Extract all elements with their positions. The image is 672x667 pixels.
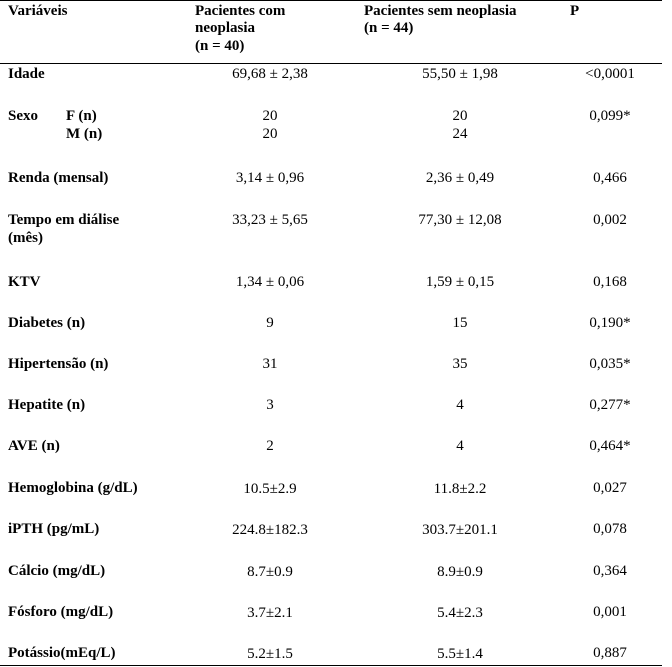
row-p-value: 0,277*: [589, 397, 631, 413]
row-value-with: 3.7±2.1: [247, 605, 293, 621]
row-value-with: 9: [266, 315, 274, 331]
row-value-with: 31: [262, 356, 278, 372]
header-variables: Variáveis: [8, 3, 68, 19]
header-p-value: P: [570, 3, 580, 19]
row-p-value: 0,027: [593, 480, 627, 496]
row-p-value: 0,035*: [589, 356, 631, 372]
bottom-rule: [0, 665, 662, 666]
row-value-with: 10.5±2.9: [243, 481, 297, 497]
row-label-renda: Renda (mensal): [8, 170, 109, 186]
row-value-with: 5.2±1.5: [247, 646, 293, 662]
row-p-value: 0,078: [593, 521, 627, 537]
row-value-without: 8.9±0.9: [437, 564, 483, 580]
row-value-with: 224.8±182.3: [232, 522, 308, 538]
row-value-with: 1,34 ± 0,06: [235, 274, 305, 290]
row-label-potassio: Potássio(mEq/L): [8, 645, 116, 661]
row-label-ave: AVE (n): [8, 438, 60, 454]
row-value-without: 35: [452, 356, 468, 372]
row-label-fosforo: Fósforo (mg/dL): [8, 604, 114, 620]
header-without-neoplasia-n: (n = 44): [364, 20, 414, 36]
row-value-without-m: 24: [452, 126, 468, 142]
row-value-with-m: 20: [262, 126, 278, 142]
top-rule: [0, 0, 662, 1]
header-with-neoplasia-n: (n = 40): [195, 38, 245, 54]
row-p-value: 0,001: [593, 604, 627, 620]
row-label-diabetes: Diabetes (n): [8, 315, 86, 331]
row-label-ipth: iPTH (pg/mL): [8, 521, 100, 537]
row-value-with: 69,68 ± 2,38: [232, 66, 308, 82]
row-p-value: 0,464*: [589, 438, 631, 454]
row-p-value: 0,168: [593, 274, 627, 290]
row-value-without: 1,59 ± 0,15: [425, 274, 495, 290]
row-value-without: 4: [456, 438, 464, 454]
row-label-tempo-dialise-unit: (mês): [8, 230, 43, 246]
row-label-calcio: Cálcio (mg/dL): [8, 563, 106, 579]
row-sublabel-m: M (n): [66, 126, 103, 142]
row-label-hemoglobina: Hemoglobina (g/dL): [8, 480, 138, 496]
row-label-hepatite: Hepatite (n): [8, 397, 86, 413]
row-label-ktv: KTV: [8, 274, 41, 290]
row-p-value: 0,466: [593, 170, 627, 186]
row-value-without: 77,30 ± 12,08: [418, 212, 502, 228]
row-p-value: 0,099*: [589, 108, 631, 124]
row-label-tempo-dialise: Tempo em diálise: [8, 212, 120, 228]
row-value-with: 3: [266, 397, 274, 413]
row-label-idade: Idade: [8, 66, 45, 82]
row-value-without: 2,36 ± 0,49: [425, 170, 495, 186]
row-value-without: 15: [452, 315, 468, 331]
row-value-without: 11.8±2.2: [433, 481, 487, 497]
row-sublabel-f: F (n): [66, 108, 97, 124]
row-value-without: 4: [456, 397, 464, 413]
row-p-value: <0,0001: [585, 66, 635, 82]
row-value-with: 33,23 ± 5,65: [232, 212, 308, 228]
row-p-value: 0,002: [593, 212, 627, 228]
header-with-neoplasia-line2: neoplasia: [195, 20, 256, 36]
row-value-with: 8.7±0.9: [247, 564, 293, 580]
row-p-value: 0,364: [593, 563, 627, 579]
row-p-value: 0,190*: [589, 315, 631, 331]
header-without-neoplasia-line1: Pacientes sem neoplasia: [364, 3, 517, 19]
row-value-without: 5.5±1.4: [437, 646, 483, 662]
row-label-sexo: Sexo: [8, 108, 38, 124]
header-rule: [0, 63, 662, 64]
row-value-with: 3,14 ± 0,96: [235, 170, 305, 186]
row-value-without-f: 20: [452, 108, 468, 124]
header-with-neoplasia-line1: Pacientes com: [195, 3, 286, 19]
row-label-hipertensao: Hipertensão (n): [8, 356, 109, 372]
row-value-without: 5.4±2.3: [437, 605, 483, 621]
row-value-without: 303.7±201.1: [422, 522, 498, 538]
row-p-value: 0,887: [593, 645, 627, 661]
row-value-without: 55,50 ± 1,98: [422, 66, 498, 82]
row-value-with: 2: [266, 438, 274, 454]
row-value-with-f: 20: [262, 108, 278, 124]
